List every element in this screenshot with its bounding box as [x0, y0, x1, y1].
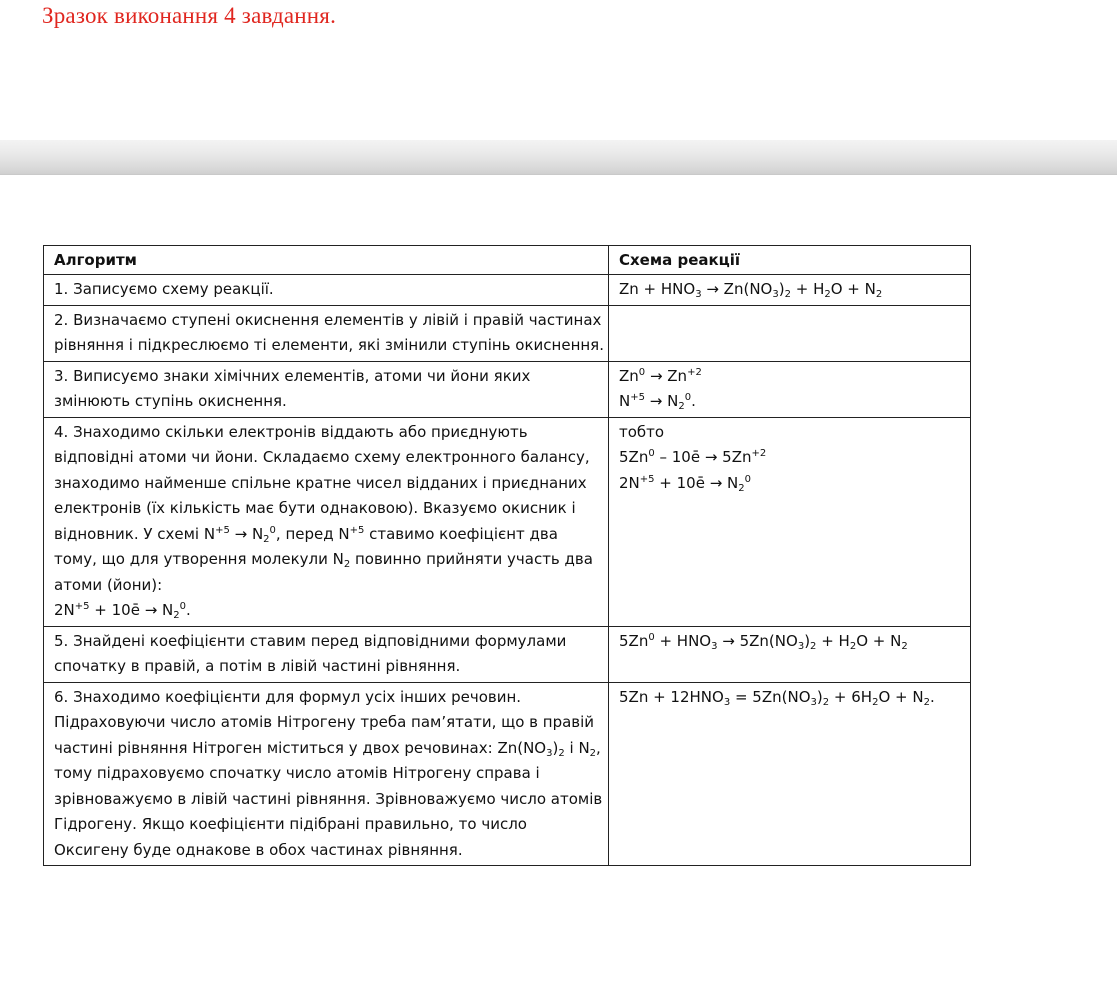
table-row — [44, 275, 971, 306]
section-divider-band — [0, 140, 1117, 174]
step-6-text-part2: і N — [564, 738, 590, 757]
step-4-text-part4: повинно прийняти участь два атоми (йони): — [54, 550, 593, 594]
step-2-text: 2. Визначаємо ступені окиснення елементів у лівій і правій частинах рівняння і підкреслюємо ті елементи, які змінили ступінь окиснення. — [44, 305, 609, 361]
step-4-text-part2: , перед N — [275, 524, 350, 543]
step-5-text: 5. Знайдені коефіцієнти ставим перед відповідними формулами спочатку в правій, а потім в лівій частині рівняння. — [44, 626, 609, 682]
step-4-text: 4. Знаходимо скільки електронів віддають або приєднують відповідні атоми чи йони. Складаємо схему електронного балансу, знаходимо найменше спільне кратне чисел відданих і приєднаних електронів (їх кількість має бути однаковою). Вказуємо окисник і відновник. У схемі $N^{+5} \to N_2^0$, перед $N^{+5}$ ставимо коефіцієнт два тому, що для утворення молекули $N_2$ повинно прийняти участь два атоми (йони): $2N^{+5}$ + 10ē → $N_2^0$. — [44, 417, 609, 626]
step-5-scheme: $5Zn^0 + HNO_3 \to 5Zn(NO_3)_2 + H_2O + N_2$ — [609, 626, 971, 682]
step-1-scheme: $Zn + HNO_3 \to Zn(NO_3)_2 + H_2O + N_2$ — [609, 275, 971, 306]
table-row — [44, 417, 971, 626]
table-row — [44, 682, 971, 866]
step-1-text: 1. Записуємо схему реакції. — [44, 275, 609, 306]
step-4-scheme-word: тобто — [619, 422, 665, 441]
table-row — [44, 361, 971, 417]
step-6-text: 6. Знаходимо коефіцієнти для формул усіх інших речовин. Підраховуючи число атомів Нітрогену треба пам’ятати, що в правій частині рівняння Нітроген міститься у двох речовинах: $Zn(NO_3)_2$ і $N_2$, тому підраховуємо спочатку число атомів Нітрогену справа і зрівноважуємо в лівій частині рівняння. Зрівноважуємо число атомів Гідрогену. Якщо коефіцієнти підібрані правильно, то число Оксигену буде однакове в обох частинах рівняння. — [44, 682, 609, 866]
step-4-scheme: тобто 5Zn$^0$ – 10ē → $5Zn^{+2}$ $2N^{+5}$ + 10ē → $N_2^0$ — [609, 417, 971, 626]
header-scheme: Схема реакції — [609, 246, 971, 275]
step-2-scheme — [609, 305, 971, 361]
page-title: Зразок виконання 4 завдання. — [42, 3, 337, 28]
section-divider-line — [0, 174, 1117, 175]
algorithm-table — [43, 245, 971, 866]
step-4-text-part1: 4. Знаходимо скільки електронів віддають або приєднують відповідні атоми чи йони. Складаємо схему електронного балансу, знаходимо найменше спільне кратне чисел відданих і приєднаних електронів (їх кількість має бути однаковою). Вказуємо окисник і відновник. У схемі N — [54, 422, 590, 543]
table-row — [44, 305, 971, 361]
step-6-text-part3: , тому підраховуємо спочатку число атомів Нітрогену справа і зрівноважуємо в лівій частині рівняння. Зрівноважуємо число атомів Гідрогену. Якщо коефіцієнти підібрані правильно, то число Оксигену буде однакове в обох частинах рівняння. — [54, 738, 603, 859]
step-6-scheme: $5Zn + 12HNO_3 = 5Zn(NO_3)_2 + 6H_2O + N_2$. — [609, 682, 971, 866]
step-6-text-part1: 6. Знаходимо коефіцієнти для формул усіх інших речовин. Підраховуючи число атомів Нітрогену треба пам’ятати, що в правій частині рівняння Нітроген міститься у двох речовинах: Zn(NO — [54, 687, 595, 757]
step-4-text-part3: ставимо коефіцієнт два тому, що для утворення молекули N — [54, 524, 558, 568]
table-header-row — [44, 246, 971, 275]
header-algorithm: Алгоритм — [44, 246, 609, 275]
step-3-scheme: $Zn^0 \to Zn^{+2}$ $N^{+5} \to N_2^0$. — [609, 361, 971, 417]
step-3-text: 3. Виписуємо знаки хімічних елементів, атоми чи йони яких змінюють ступінь окиснення. — [44, 361, 609, 417]
table-row — [44, 626, 971, 682]
